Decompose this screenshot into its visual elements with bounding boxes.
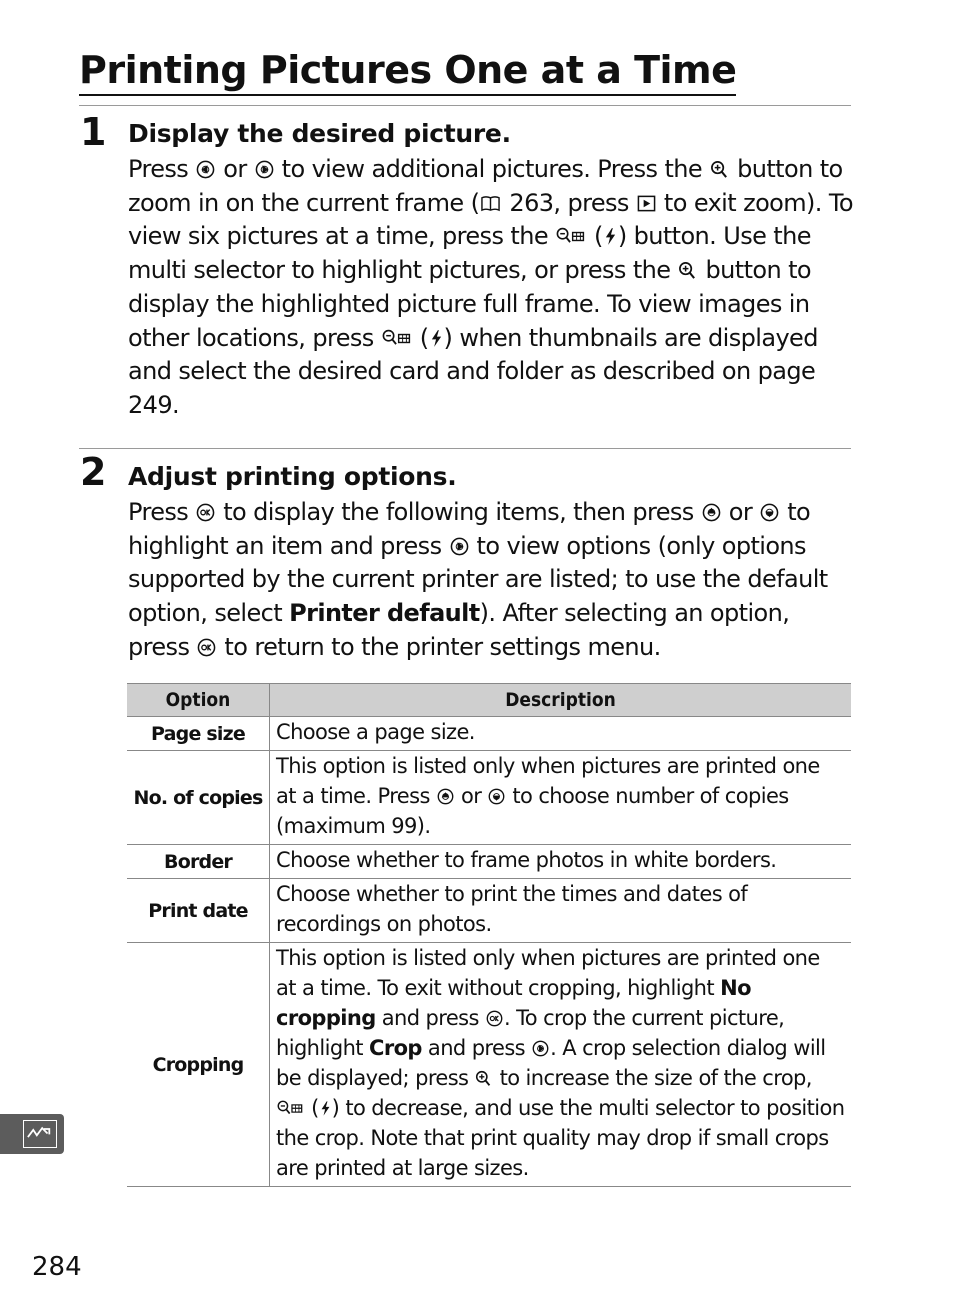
flash-icon bbox=[320, 1100, 331, 1117]
ok-button-icon bbox=[486, 1010, 503, 1027]
step-body: Press or to view additional pictures. Press the button to zoom in on the current frame ( 263, press to exit zoom). To view six pictures at a time, press the ( ) button. Use the multi selector to highlight pictures, or press the button to display the highlighted picture full frame. To view images in other locations, press ( ) when thumbnails are displayed and select the desired card and folder as described on page 249. bbox=[128, 155, 853, 419]
table-row bbox=[127, 845, 851, 879]
option-name: Page size bbox=[127, 717, 270, 751]
multi-selector-down-icon bbox=[760, 503, 779, 522]
multi-selector-right-icon bbox=[532, 1040, 549, 1057]
ok-button-icon bbox=[197, 638, 216, 657]
options-table bbox=[127, 683, 851, 1187]
step-heading: Display the desired picture. bbox=[128, 119, 511, 148]
thumbnail-zoom-out-icon bbox=[382, 329, 412, 348]
option-description: Choose a page size. bbox=[270, 717, 852, 751]
multi-selector-up-icon bbox=[437, 788, 454, 805]
step-number: 1 bbox=[80, 110, 107, 154]
step-body: Press to display the following items, then press or to highlight an item and press to view options (only options supported by the current printer are listed; to use the default option, select Printer default). After selecting an option, press to return to the printer settings menu. bbox=[128, 498, 828, 661]
multi-selector-left-icon bbox=[196, 160, 215, 179]
table-row bbox=[127, 717, 851, 751]
zoom-in-icon bbox=[710, 160, 729, 179]
option-description: This option is listed only when pictures are printed one at a time. To exit without cropping, highlight No cropping and press . To crop the current picture, highlight Crop and press . A crop selection dialog will be displayed; press to increase the size of the crop, ( ) to decrease, and use the multi selector to position the crop. Note that print quality may drop if small crops are printed at large sizes. bbox=[270, 943, 852, 1187]
step-heading: Adjust printing options. bbox=[128, 462, 457, 491]
page-title: Printing Pictures One at a Time bbox=[79, 46, 736, 96]
table-row bbox=[127, 751, 851, 845]
print-section-tab bbox=[0, 1114, 64, 1154]
ok-button-icon bbox=[196, 503, 215, 522]
option-name: Cropping bbox=[127, 943, 270, 1187]
zoom-in-icon bbox=[678, 261, 697, 280]
option-description: Choose whether to print the times and dates of recordings on photos. bbox=[270, 879, 852, 943]
thumbnail-zoom-out-icon bbox=[277, 1100, 304, 1117]
flash-icon bbox=[604, 227, 617, 246]
step-number: 2 bbox=[80, 450, 107, 494]
multi-selector-right-icon bbox=[450, 537, 469, 556]
multi-selector-right-icon bbox=[255, 160, 274, 179]
multi-selector-up-icon bbox=[702, 503, 721, 522]
page-number: 284 bbox=[32, 1252, 82, 1282]
section-divider bbox=[79, 448, 851, 449]
table-header-row bbox=[127, 684, 851, 717]
section-divider bbox=[79, 105, 851, 106]
multi-selector-down-icon bbox=[488, 788, 505, 805]
option-name: Print date bbox=[127, 879, 270, 943]
thumbnail-zoom-out-icon bbox=[556, 227, 586, 246]
playback-icon bbox=[637, 194, 656, 213]
book-reference-icon bbox=[480, 194, 501, 213]
option-name: Border bbox=[127, 845, 270, 879]
option-name: No. of copies bbox=[127, 751, 270, 845]
table-row bbox=[127, 943, 851, 1187]
column-header-description: Description bbox=[270, 684, 852, 717]
column-header-option: Option bbox=[127, 684, 270, 717]
table-row bbox=[127, 879, 851, 943]
option-description: This option is listed only when pictures are printed one at a time. Press or to choose number of copies (maximum 99). bbox=[270, 751, 852, 845]
option-description: Choose whether to frame photos in white borders. bbox=[270, 845, 852, 879]
flash-icon bbox=[430, 329, 443, 348]
print-tab-icon bbox=[23, 1120, 57, 1148]
zoom-in-icon bbox=[475, 1070, 492, 1087]
